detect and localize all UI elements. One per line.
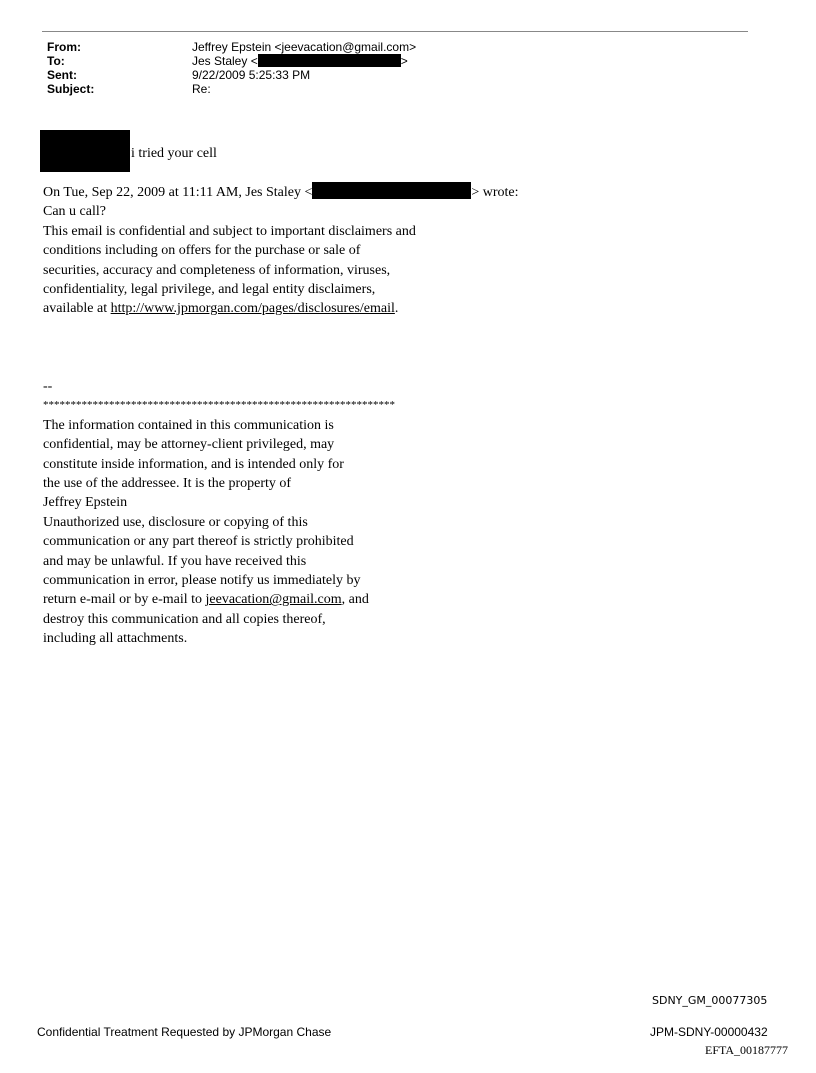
redaction-recipient-name bbox=[40, 130, 130, 172]
subject-label: Subject: bbox=[47, 82, 95, 96]
signature-block bbox=[43, 377, 395, 649]
quote-line: This email is confidential and subject to important disclaimers and bbox=[43, 223, 416, 239]
redaction-to-email bbox=[258, 54, 401, 67]
signature-line: Unauthorized use, disclosure or copying of this bbox=[43, 514, 308, 530]
bates-number-efta: EFTA_00187777 bbox=[705, 1043, 789, 1057]
to-prefix: Jes Staley < bbox=[192, 54, 258, 68]
return-suffix: , and bbox=[341, 592, 369, 608]
to-value bbox=[192, 54, 408, 68]
signature-line-return bbox=[43, 590, 395, 609]
from-value: Jeffrey Epstein <jeevacation@gmail.com> bbox=[192, 40, 417, 54]
bates-number-jpm: JPM-SDNY-00000432 bbox=[650, 1025, 768, 1039]
signature-dashes: -- bbox=[43, 379, 53, 394]
subject-row bbox=[47, 82, 416, 96]
bates-number-gm: SDNY_GM_00077305 bbox=[652, 994, 768, 1007]
email-header bbox=[47, 40, 416, 96]
quote-line: Can u call? bbox=[43, 204, 106, 220]
quote-line: confidentiality, legal privilege, and legal entity disclaimers, bbox=[43, 282, 376, 298]
sent-value: 9/22/2009 5:25:33 PM bbox=[192, 68, 311, 82]
header-rule bbox=[42, 31, 748, 32]
quote-line: conditions including on offers for the purchase or sale of bbox=[43, 243, 361, 259]
to-label: To: bbox=[47, 54, 65, 68]
quote-prefix: On Tue, Sep 22, 2009 at 11:11 AM, Jes Staley < bbox=[43, 185, 313, 200]
from-row bbox=[47, 40, 416, 54]
quote-suffix: > wrote: bbox=[471, 185, 519, 200]
signature-line: including all attachments. bbox=[43, 631, 188, 647]
reply-text: i tried your cell bbox=[131, 146, 217, 161]
signature-line: the use of the addressee. It is the property of bbox=[43, 476, 292, 492]
to-suffix: > bbox=[400, 54, 408, 68]
signature-line: communication in error, please notify us immediately by bbox=[43, 573, 361, 589]
quoted-message bbox=[43, 182, 519, 319]
signature-line: destroy this communication and all copies thereof, bbox=[43, 611, 326, 627]
to-row bbox=[47, 54, 416, 68]
signature-line: and may be unlawful. If you have received this bbox=[43, 553, 307, 569]
quote-line-available bbox=[43, 299, 519, 318]
signature-line: constitute inside information, and is intended only for bbox=[43, 456, 344, 472]
confidential-notice: Confidential Treatment Requested by JPMorgan Chase bbox=[37, 1025, 332, 1039]
signature-line: The information contained in this communication is bbox=[43, 417, 334, 433]
signature-line: Jeffrey Epstein bbox=[43, 495, 128, 511]
available-prefix: available at bbox=[43, 301, 111, 317]
signature-line: communication or any part thereof is strictly prohibited bbox=[43, 534, 354, 550]
return-prefix: return e-mail or by e-mail to bbox=[43, 592, 206, 608]
available-suffix: . bbox=[394, 301, 399, 317]
signature-stars: **************************************************************** bbox=[43, 399, 395, 412]
subject-value: Re: bbox=[192, 82, 211, 96]
sent-label: Sent: bbox=[47, 68, 77, 82]
from-label: From: bbox=[47, 40, 81, 54]
quote-attribution bbox=[43, 182, 519, 202]
quote-line: securities, accuracy and completeness of information, viruses, bbox=[43, 262, 391, 278]
sent-row bbox=[47, 68, 416, 82]
return-email-link[interactable]: jeevacation@gmail.com bbox=[205, 592, 342, 608]
signature-line: confidential, may be attorney-client privileged, may bbox=[43, 437, 335, 453]
redaction-sender-email bbox=[312, 182, 471, 199]
disclosure-link[interactable]: http://www.jpmorgan.com/pages/disclosures/email bbox=[110, 301, 395, 317]
